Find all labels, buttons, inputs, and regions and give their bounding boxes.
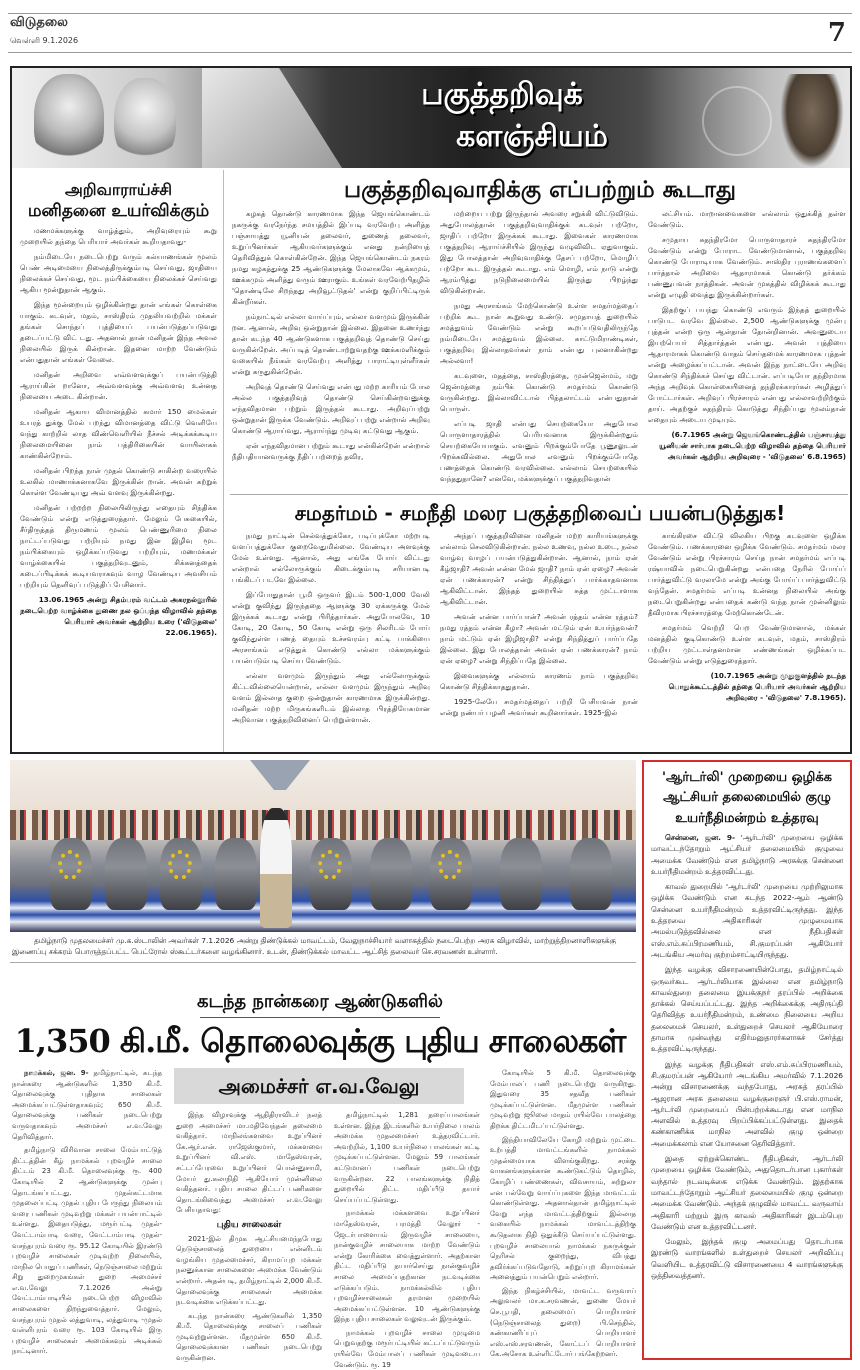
paragraph: இந்த நிகழ்ச்சியில், மாவட்ட வருவாய் அலுவலர் மா.க.சரவணன், துணை மேயர் செ.பூபதி, தலைமைப் பொறியாளர் (நெடுஞ்சாலைத் துறை) பி.செந்தில், கண்காணிப்புப் பொறியாளர் எஸ்.எஸ்.சரவணன், கோட்டப் பொறியாளர் கே.அசோக உள்ளிட்டோர் பங்கேற்றனர். bbox=[490, 1286, 636, 1359]
thinker-statue bbox=[780, 74, 844, 168]
crowd bbox=[10, 810, 636, 840]
article2-body bbox=[232, 530, 846, 750]
section-banner bbox=[12, 68, 850, 168]
minister-name-box: அமைச்சர் எ.வ.வேலு bbox=[174, 1068, 464, 1104]
paragraph: மேலும், இந்தக் குழு அமைப்பது தொடர்பாக இரண்டு வாரங்களில் உள்துறைச் செயலர் அறிவிப்பு வெளியிட உத்தரவிட்டு விசாரணையை 4 வாரங்களுக்கு ஒத்திவைத்தனர். bbox=[651, 1237, 843, 1280]
scooter bbox=[215, 838, 257, 910]
issue-date: வெள்ளி 9.1.2026 bbox=[10, 36, 79, 45]
photo-caption: தமிழ்நாடு முதலமைச்சர் மு.க.ஸ்டாலின் அவர்கள் 7.1.2026 அன்று திண்டுக்கல் மாவட்டம், வேலுநாச்சியார் வளாகத்தில் நடைபெற்ற அரசு விழாவில், மாற்றுத்திறனாளிகளுக்கு இணைப்பு சக்கரம் பொருத்தப்பட்ட பெட்ரோல் ஸ்கூட்டர்களை வழங்கினார். உடன், திண்டுக்கல் மாவட்ட ஆட்சித் தலைவர் செ.சரவணன் உள்ளார். bbox=[12, 936, 616, 956]
paragraph: இந்தியாவிலேயே கோழி மற்றும் முட்டை உற்பத்தி மாவட்டங்களில் நாமக்கல் முதன்மையாக விளங்குகிறது. சரக்கு வாகனங்களுக்கான கூண்டுகட்டும் தொழில், கோழிப் பண்ணைகள், விவசாயம், சுற்றுலா என பல்வேறு வாய்ப்புகளை இந்த மாவட்டம் கொண்டுள்ளது. அதனால்தான் தமிழ்நாட்டில் வேறு எந்த மாவட்டத்திற்கும் இல்லாத வகையில் நாமக்கல் மாவட்டத்திற்கு கூடுதலாக நிதி ஒதுக்கீடு செய்யப்பட்டுள்ளது. புறவழிச் சாலையால் நாமக்கல் நகருக்குள் நெரிசல் குறைந்து, விபத்து தவிர்க்கப்படுவதோடு, சுற்றுப்புற கிராமங்கள் அனைத்தும் பயன்பெறும் என்றார். bbox=[490, 1135, 636, 1282]
paragraph: இதை ஏற்றுக்கொண்ட நீதிபதிகள், ஆர்டர்லி முறையை ஒழிக்க வேண்டும், அதுதொடர்பான புகார்கள் வந்தால் நடவடிக்கை எடுக்க வேண்டும். இதற்காக மாவட்டந்தோறும் ஆட்சியர் தலைமையில் குழு ஒன்றை அமைக்க வேண்டும். அந்தக் குழுவில் மாவட்ட வருவாய் அதிகாரி மற்றும் இரு காவல் அதிகாரிகள் இடம்பெற வேண்டும் என உத்தரவிட்டனர். bbox=[651, 1154, 843, 1231]
paragraph: தமிழ்நாட்டில் 1,281 தரைப்பாலங்கள் உள்ளன. இந்த இடங்களில் உயர்நிலை பாலம் அமைக்க முதலமைச்சர் உத்தரவிட்டார். அவற்றில், 1,100 உயர்நிலை பாலங்கள் கட்டி முடிக்கப்பட்டுள்ளன. மேலும் 59 பாலங்கள் கட்டுமானப் பணிகள் நடைபெற்று வருகின்றன. 22 பாலங்களுக்கு நிதித் துறையில் திட்ட மதிப்பீடு தயார் செய்யப்பட்டுள்ளது. bbox=[334, 1111, 480, 1204]
scooter bbox=[500, 838, 542, 910]
paragraph: சமுதாய சுதந்திரமோ பொருளாதாரச் சுதந்திரமோ வேண்டும் என்று போராட வேண்டுமானால், பகுத்தறிவு கொண்டு போராடியாக வேண்டும். சாஸ்திர புராணங்களைப் பார்த்தால் அறிவை ஆதாரமாகக் கொண்டு தர்க்கம் பண்ணுபவன் நாத்திகன். அவன் முகத்தில் விழிக்கக் கூடாது என்று எழுதி வைத்து இருக்கின்றார்கள். bbox=[648, 235, 846, 299]
article2-source: (10.7.1965 அன்று முதுகுளத்தில் நடந்த பொதுக்கூட்டத்தில் தந்தை பெரியார் அவர்கள் ஆற்றிய அறிவுரை - 'விடுதலை' 7.8.1965). bbox=[668, 671, 846, 702]
atheism-symbol-icon bbox=[702, 86, 772, 156]
roads-subhead: புதிய சாலைகள் bbox=[216, 1219, 282, 1230]
paragraph: கடந்த நான்கரை ஆண்டுகளில் 1,350 கி.மீ. தொலைவுக்கு சாலைப் பணிகள் முடிவுற்றுள்ளன. மீதமுள்ள 650 கி.மீ. தொலைவுக்கான பணிகள் நடைபெற்று வருகின்றன. bbox=[176, 1311, 322, 1363]
article1-title: பகுத்தறிவுவாதிக்கு எப்பற்றும் கூடாது bbox=[344, 177, 736, 203]
paragraph: நாமக்கல் புறவழிச் சாலை முழுமை பெறுவதற்கு மரூர்பட்டியில் கட்டப்பட்டுவரும் ரயில்வே மேம்பாலப் பணிகள் முடிவடைய வேண்டும். ரூ. 19 bbox=[334, 1328, 480, 1369]
caption-divider bbox=[10, 962, 636, 963]
banner-title-line2: களஞ்சியம் bbox=[456, 119, 608, 154]
left-article-body bbox=[20, 225, 217, 590]
paragraph: அவன் என்ன பார்ப்பான்? அவன் ரத்தம் என்ன ரத்தம்? நமது ரத்தம் என்ன கீழா? அவன் மட்டும் ஏன் உயர்ந்தவன்? நாம் மட்டும் ஏன் இழிஜாதி? என்று சிந்தித்துப் பார்ப்பதே இல்லை. இது போலத்தான் அவன் ஏன் பணக்காரன்? நாம் ஏன் ஏழை? என்று சிந்திப்பதே இல்லை. bbox=[440, 612, 638, 665]
paragraph: அறிவுத் தொண்டு செய்வது என்பது மற்ற காரியம் போல அல்ல பகுத்தறிவுத் தொண்டு செய்கின்றவனுக்கு எந்தவிதமான பற்றும் இருத்தல் கூடாது. அறிவுப்பற்று ஒன்றுதான் இருக்க வேண்டும். அறிவுப் பற்று என்றால் அறிவு கொண்டு ஆராய்வது, ஆராய்ந்து முடிவு கட்டுவது ஆகும். bbox=[232, 382, 430, 435]
paragraph: கோடியில் 5 கி.மீ. தொலைவுக்கு மேம்பாலப் பணி நடைபெற்று வருகிறது. இதுவரை 35 சதவீத பணிகள் முடிக்கப்பட்டுள்ளன. மீதமுள்ள பணிகள் முடிவுற்று ஜூலை மாதம் ரயில்வே பாலத்தை திறக்க திட்டமிடப்பட்டுள்ளது. bbox=[490, 1069, 636, 1130]
header-rule-bottom bbox=[8, 52, 852, 53]
paragraph: அந்தப் பகுத்தறிவினை மனிதன் மற்ற காரியங்களுக்கு எல்லாம் செலவிடுகின்றான். நல்ல உணவு, நல்ல உடை, நல்ல வாழ்வு வாழப் பயன்படுத்துகின்றான். ஆனால், நாம் ஏன் கீழ்ஜாதி? அவன் என்ன மேல் ஜாதி? நாம் ஏன் ஏழை? அவன் ஏன் பணக்காரன்? என்று சிந்தித்துப் பார்க்காதவனாக ஆகிவிட்டான். இந்தத் துறையில் சுத்த முட்டாளாக ஆகிவிட்டான். bbox=[440, 531, 638, 606]
paragraph: மனிதன் ஆகாய விமானத்தில் சுமார் 150 மைல்கள் உயரத் துக்கு மேல் பறந்து விமானத்தை விட்டு வெளியே வந்து காற்றில் லாத விண்வெளியில் நீச்சல் அடிக்கக்கூடிய நிலைமையினை நாம் பத்திரிகையின் வாயிலாகக் காண்கின்றோம். bbox=[20, 407, 217, 460]
garland bbox=[58, 850, 82, 880]
paragraph: 2021-இல் திமுக ஆட்சியமைந்தபோது நெடுஞ்சாலைத் துறையை என்னிடம் வழங்கிய முதலமைச்சர், கிராமப்புற மக்கள் நலனுக்கான சாலைகளை அமைக்க வேண்டும் என்றார். அதன்படி, தமிழ்நாட்டில் 2,000 கி.மீ. தொலைவுக்கு சாலைகள் அமைக்க நடவடிக்கை எடுக்கப்பட்டது. bbox=[176, 1234, 322, 1307]
left-article-source: 13.06.1965 அன்று சிதம்பரம் வட்டம் அகரநல்லூரில் நடைபெற்ற வாழ்க்கை துணை நல ஒப்பந்த விழாவில் தந்தை பெரியார் அவர்கள் ஆற்றிய உரை ('விடுதலை' 22.06.1965). bbox=[20, 595, 217, 637]
roads-dateline: நாமக்கல், ஜன. 9- bbox=[24, 1069, 89, 1077]
paragraph: கடவுளை, மதத்தை, சாஸ்திரத்தை, முன்ஜென்மம், மறு ஜென்மத்தை நம்பிக் கொண்டு சமதர்மம் கொண்டு வருகின்றது. இல்லாவிட்டால் பித்தலாட்டம் என்பதுதான் பொருள். bbox=[440, 371, 638, 413]
paragraph: இப்போதுதான் பூமி ஒருவர் இடம் 500-1,000 வேலி என்று குவிந்து இருந்ததை ஆளுக்கு 30 ஏக்கருக்கு மேல் இருக்கக் கூடாது என்று பிரித்தார்கள். அதுபோலவே, 10 கோடி, 20 கோடி, 50 கோடி என்று ஒரு சிலரிடம் போய் குவிந்துள்ள பணத் தையும் உச்சவரம்பு கட்டி பாக்கியை அரசாங்கம் எடுத்துக் கொண்டு எல்லா மக்களுக்கும் பயன்படும்படி செய்ய வேண்டும். bbox=[232, 590, 430, 665]
banner-title-line1: பகுத்தறிவுக் bbox=[421, 77, 583, 112]
article1-column bbox=[440, 208, 638, 492]
garland bbox=[318, 850, 342, 880]
high-court-news-box bbox=[642, 760, 852, 1360]
roads-column-1 bbox=[12, 1068, 162, 1364]
masthead: விடுதலை bbox=[10, 15, 68, 30]
scooter bbox=[370, 838, 412, 910]
garland bbox=[438, 850, 462, 880]
event-photo bbox=[10, 760, 636, 932]
paragraph: கழகத் தொண்டு காரணமாக இந்த ஜெயங்கொண்டம் நகருக்கு வரநேர்ந்த சமயத்தில் இப்படி வரவேற்பு அளித்த பஞ்சாயத்து யூனியன் தலைவர், துணைத் தலைவர், உறுப்பினர்கள் ஆகியவர்களுக்கும் எனது நன்றியைத் தெரிவித்துக் கொள்கின்றேன். இந்த ஜெயங்கொண்டம் நகரம் நமது கழகத்துக்கு 25 ஆண்டுகளுக்கு மேலாகவே ஆக்கமும், ஊக்கமும் அளித்து வரும் ஊராகும். உங்கள் வரவேற்பிதழில் 'தொண்டிலே சிறந்தது அறிவூட்டுதல்' என்று குறிப்பிட்டிருக் கின்றீர்கள். bbox=[232, 209, 430, 306]
banner-title bbox=[312, 74, 692, 158]
paragraph: இந்த வழக்கு விசாரணையின்போது, தமிழ்நாட்டில் ஒருவர்கூட ஆர்டர்லியாக இல்லை என தமிழ்நாடு காவல்துறை தலைமை இயக்குநர் தரப்பில் அறிக்கை தாக்கல் செய்யப்பட்டது. இந்த அறிக்கைக்கு அதிருப்தி தெரிவித்த உயர்நீதிமன்றம், உண்மை நிலையை அறிய தலைமைச் செயலர், உள்துறைச் செயலர் ஆகியோரை தாமாக முன்வந்து எதிர்மனுதாரர்களாகச் சேர்த்து உத்தரவிட்டிருந்தது. bbox=[651, 965, 843, 1054]
paragraph: சமதர்மம் வெற்றி பெற வேண்டுமானால், மக்கள் மனத்தில் குடிகொண்டு உள்ள கடவுள், மதம், சாஸ்திரம் பற்றிய முட்டாள்தனமான எண்ணங்கள் ஒழிக்கப்பட வேண்டும் என்று எடுத்துரைத்தார். bbox=[648, 623, 846, 665]
left-article bbox=[12, 170, 224, 752]
paragraph: இந்த வழக்கு நீதிபதிகள் எஸ்.எம்.சுப்பிரமணியம், சி.குமரப்பன் ஆகியோர் அடங்கிய அமர்வில் 7.1.2026 அன்று விசாரணைக்கு வந்தபோது, அரசுத் தரப்பில் ஆஜரான அரசு தலைமை வழக்குரைஞர் பி.எஸ்.ராமன், ஆர்டர்லி முறையைப் பின்பற்றக்கூடாது என மாநில அளவில் உத்தரவு பிறப்பிக்கப்பட்டுள்ளது. இதைக் கண்காணிக்க மாநில அளவில் குழு ஒன்றை அமைக்கலாம் என யோசனை தெரிவித்தார். bbox=[651, 1059, 843, 1148]
article2-column bbox=[648, 530, 846, 750]
garland bbox=[168, 850, 192, 880]
article2-column bbox=[440, 530, 638, 750]
paragraph: நாமக்கல் மக்களவை உறுப்பினர் மாதேஸ்வரன், பரமத்தி வேலூர் - ஜேடர்பாளையம் இருவழிச் சாலையை, நான்குவழிச் சாலையாக மாற்ற வேண்டும் என்று கோரிக்கை வைத்துள்ளார். அதற்கான திட்ட மதிப்பீடு தயார்செய்து நான்குவழிச் சாலை அமைப்பதற்கான நடவடிக்கை எடுக்கப்படும். நாமக்கல்லில் புதிய புறவழிச்சாலைகள் தரமான முறையில் அமைக்கப்பட்டுள்ளன. 10 ஆண்டுகளுக்கு இந்த புதிய சாலைகள் வலுவுடன் இருக்கும். bbox=[334, 1209, 480, 1324]
paragraph: மனிதன் பற்றற்ற நிலையிலிருந்து எதையும் சிந்திக்க வேண்டும் என்று எடுத்துரைத்தார். மேலும் பேசுகையில், சீர்திருத்தத் திருமணம் மூலம் பெண்ணுரிமை நிலை நாட்டப்படுவது பற்றியும் நமது இன இழிவு மூட நம்பிக்கையும் ஒழிக்கப்படுவது பற்றியும், மணமக்கள் வாழ்க்கையில் பகுத்தறிவுடனும், சிக்கனத்தைக் கடைப்பிடிக்கக் கூடியவராகவும் வாழ வேண்டிய அவசியம் பற்றியும் தெளிவுப் படுத்திப் பேசினார். bbox=[20, 503, 217, 589]
left-article-title-line1: அறிவாராய்ச்சி bbox=[65, 180, 172, 199]
paragraph: இவைகளுக்கு எல்லாம் காரணம் நாம் பகுத்தறிவு கொண்டு சிந்திக்காததுதான். bbox=[440, 671, 638, 691]
roads-column-4 bbox=[490, 1068, 636, 1364]
paragraph: இந்த மூன்றையும் ஒழிக்கின்றது தான் எங்கள் கொள்கை யாகும். கடவுள், மதம், சாஸ்திரம் முதலியவற்றில் மக்கள் தங்கள் சொந்தப் புத்தியைப் பயன்படுத்தப்படுவது தடைப்பட்டு விட் டது. அதனால் தான் மனிதன் இந்த அவல நிலையில் இருக் கின்றான். இதனை மாற்ற வேண்டும் என்பதுதான் எங்கள் வேலை. bbox=[20, 300, 217, 364]
paragraph: நமது நாட்டின் செல்வத்துக்கோ, படிப்புக்கோ மற்றபடி வளப்பத்துக்கோ குறைவேதுமில்லை. வேண்டிய அளவுக்கு மேல் உள்ளது. ஆனால், அது எங்கே போய் விட்டது என்றால் எல்லோருக்கும் கிடைக்கும்படி சரியானபடி பங்கிடப் படவே இல்லை. bbox=[232, 531, 430, 584]
scooter bbox=[570, 838, 612, 910]
paragraph: தமிழ்நாடு விரிவான சாலை மேம்பாட்டுத் திட்டத்தின் கீழ் நாமக்கல் புறவழிச் சாலை திட்டம் 23 கி.மீ. தொலைவுக்கு ரூ. 400 கோடியில் 2 ஆண்டுகளுக்கு முன்பு தொடங்கப்பட்டது. முதல்கட்டமாக முதலைப்பட்டி முதல் புதிய பேருந்து நிலையம் வரை பணிகள் முடிவுற்று மக்கள் பயன்பாட்டில் உள்ளது. இதையடுத்து, மரூர்பட்டி முதல்- வேட்டாம்பாடி வரை, வேட்டாம்பாடி முதல்- வசந்தபுரம் வரை ரூ. 95.12 கோடியில் இரண்டு புறவழிச் சாலைகள் முடிவுற்ற நிலையில், மாநில பொதுப் பணிகள், நெடுஞ்சாலை மற்றும் சிறு துறைமுகங்கள் துறை அமைச்சர் எ.வ.வேலு 7.1.2026 அன்று வேட்டாம்பாடியில் நடைபெற்ற விழாவில் சாலைகளை திறந்துவைத்தார். மேலும், வசந்தபுரம் முதல் லத்துவாடி, லத்துவாடி -முதல் வள்ளிபுரம் வரை ரூ. 103 கோடியில் இரு புறவழிச் சாலைகள் அமைக்கவும் அடிக்கல் நாட்டினார். bbox=[12, 1146, 162, 1356]
kicker-underline bbox=[200, 1017, 440, 1018]
paragraph: காங்கிரசை விட்டு விலகிய பிறகு கடவுளை ஒழிக்க வேண்டும். பணக்காரனை ஒழிக்க வேண்டும். சமதர்மம் மலர வேண்டும் என்று பிரச்சாரம் செய்த நான் சமதர்மம் எப்படி ரஷ்யாவில் நடைபெறுகின்றது என்பதை நேரில் போய்ப் பார்த்துவிட்டு வரலாமே என்று அங்கு போய்ப் பார்த்துவிட்டு வந்தேன். சமதர்மம் எப்படி உன்னத நிலையில் அங்கு நடைபெறுகின்றது என்பதைக் கண்டு வந்த நான் முன்னிலும் தீவிரமாக பிரச்சாரத்தை மேற்கொண்டேன். bbox=[648, 531, 846, 617]
redbox-title-line2: ஆட்சியர் தலைமையில் குழு bbox=[663, 790, 831, 805]
roads-column-2 bbox=[176, 1110, 322, 1364]
paragraph: இதற்குப் பயந்து கொண்டு எவரும் இந்தத் துறையில் பாடுபட வரவே இல்லை. 2,500 ஆண்டுகளுக்கு முன்பு புத்தன் என்ற ஒரு ஆள்தான் தோன்றினான். அவனுடைய இயற்பெயர் சித்தார்த்தன் என்பது. அவன் புத்தியை ஆதாரமாகக் கொண்டு வாதம் செய்தமைக் காரணமாக புத்தன் என்று அழைக்கப்பட்டான். அவன் இந்த நாட்டையே அறிவு கொண்டு சிந்திக்கச் செய்து விட்டான். எப்படியோ தந்திரமாக அந்த அறிவுக் கொள்கையினைத் தந்திரக்காரர்கள் அழித்துப் போட்டார்கள். அறிவுப் பிரச்சாரம் என்பது எல்லாவற்றிற்கும் தாய். அதற்குச் சுதந்திரம் கொடுத்து சிந்திப்பது மூலம்தான் எதையும் அடைய முடியும். bbox=[648, 305, 846, 424]
paragraph: மனிதன் அறிவை எவ்வளவுக்குப் பயன்படுத்தி ஆராய்கின் றானோ, அவ்வளவுக்கு அவ்வளவு உன்னத நிலையை அடை கின்றான். bbox=[20, 370, 217, 401]
paragraph: மணமக்களுக்கு வாழ்த்தும், அறிவுரையும் கூறு முறையில் தந்தை பெரியார் அவர்கள் கூறியதாவது- bbox=[20, 226, 217, 246]
article2-title: சமதர்மம் - சமநீதி மலர பகுத்தறிவைப் பயன்படுத்துக! bbox=[294, 501, 786, 525]
article1-body bbox=[232, 208, 846, 492]
paragraph: எப்படி ஜாதி என்பது செயற்கையோ அதுபோல பொருளாதாரத்தில் பெரியவனாக இருக்கின்றதும் செயற்கையேயாகும். எவனும் பிறக்கும்போதே பூணூலுடன் பிறக்கவில்லை. அதுபோல எவனும் பிறக்கும்போதே பணத்தைக் கொண்டு வரவில்லை. எல்லாம் செயற்கையில் வந்ததுதானே? எனவே, மக்களுக்குப் பகுத்தறிவுதான் bbox=[440, 419, 638, 483]
article1-column bbox=[232, 208, 430, 492]
header-rule-top bbox=[8, 13, 852, 14]
section-divider bbox=[230, 494, 848, 495]
paragraph: நமது அரசாங்கம் மேற்கொண்டு உள்ள சமதர்மத்தைப் பற்றிக் கூட நான் கூறுவது உண்டு. சமுதாயத் துறையில் சமத்துவம் வேண்டும் என்று கூறப்படுவதிலிருந்தே நம்மிடையே சமத்துவம் இல்லை. காட்டுமிராண்டிகள், பகுத்தறிவு இல்லாதவர்கள் நாம் என்பது புலனாகின்றது அல்லவா! bbox=[440, 301, 638, 365]
roads-kicker: கடந்த நான்கரை ஆண்டுகளில் bbox=[197, 991, 443, 1012]
periyar-portrait bbox=[34, 74, 104, 166]
paragraph-lead: 'ஆர்டர்லி' முறையை ஒழிக்க மாவட்டந்தோறும் ஆட்சியர் தலைமையில் குழுவை அமைக்க வேண்டும் என தமிழ்நாடு அரசுக்கு சென்னை உயர்நீதிமன்றம் உத்தரவிட்டது. bbox=[651, 833, 843, 876]
page-number: 7 bbox=[827, 18, 846, 48]
redbox-dateline: சென்னை, ஜன. 9- bbox=[665, 833, 736, 842]
paragraph-lead: தமிழ்நாட்டில், கடந்த நான்கரை ஆண்டுகளில் 1,350 கி.மீ. தொலைவுக்கு புதிதாக சாலைகள் அமைக்கப்பட்டுள்ளதாகவும்; 650 கி.மீ. தொலைவுக்கு பணிகள் நடைபெற்று வருவதாகவும் அமைச்சர் எ.வ.வேலு தெரிவித்தார். bbox=[12, 1069, 162, 1141]
article1-column bbox=[648, 208, 846, 492]
paragraph: நம்நாட்டில் எல்லா வாய்ப்பும், எல்லா வளமும் இருக்கின் றன. ஆனால், அறிவு ஒன்றுதான் இல்லை. இதனை உணர்ந்து தான் கடந்த 40 ஆண்டுகளாக பகுத்தறிவுத் தொண்டு செய்து வருகின்றேன். அப்படித் தொண்டாற்றுவதற்கு ஊக்கமளிக்கும் வகையில் நீங்கள் வரவேற்பு அளித்து பாராட்டியுள்ளீர்கள் என்று கருதுகின்றேன். bbox=[232, 312, 430, 376]
article1-source: (6.7.1965 அன்று ஜெயங்கொண்டத்தில் பஞ்சாயத்து யூனியன் சார்பாக நடைபெற்ற விழாவில் தந்தை பெரியார் அவர்கள் ஆற்றிய அறிவுரை - 'விடுதலை' 6.8.1965) bbox=[659, 430, 846, 461]
paragraph: எல்லா வளமும் இருந்தும் அது எல்லோருக்கும் கிட்டவில்லையென்றால், எல்லா வளமும் இருந்தும் அறிவு வளம் இல்லாத குறை ஒன்றுதான் காரணமாக இருக்கின்றது. மனிதன் மற்ற மிருகங்களிடம் இல்லாத பிரத்தியேகமான அறிவான பகுத்தறிவினைப் பெற்றுள்ளான். bbox=[232, 671, 430, 724]
paragraph: மனிதன் பிறந்த நாள் முதல் கொண்டு சாகின்ற வரையில் உலகில் மாணாக்கனாகவே இருக்கின் றான். அவன் கற்றுக் கொள்ள வேண்டியது அவ் வளவு இருக்கின்றது. bbox=[20, 466, 217, 497]
redbox-body bbox=[651, 832, 843, 1281]
paragraph: ஏன் எந்தவிதமான பற்றும் கூடாது என்கின்றேன் என்றால் நீதிபதியானவருக்கு நீதிப் பற்றைத் தவிர, bbox=[232, 441, 430, 461]
article2-column bbox=[232, 530, 430, 750]
roads-headline: 1,350 கி.மீ. தொலைவுக்கு புதிய சாலைகள் bbox=[14, 1022, 626, 1060]
paragraph: மற்றைய பற்று இருந்தால் அவரை சறுக்கி விட்டுவிடும். அதுபோலத்தான் பகுத்தறிவுவாதிக்குக் கடவுள் பற்றோ, ஜாதிப் பற்றோ இருக்கக் கூடாது. இவைகள் காரணமாக பகுத்தறிவு ஆராய்ச்சியில் இருந்து வழுவிவிட ஏதுவாகும். இது போலத்தான் அறிவுவாதிக்கு தேசப் பற்றோ, மொழிப் பற்றோ கூட இருத்தல் கூடாது. எம் மொழி, எம் நாடு என்று ஆரம்பித்து நடுநிலைமையில் இருந்து பிறழ்ந்து விடுகின்றான். bbox=[440, 209, 638, 295]
redbox-title-line1: 'ஆர்டர்லி' முறையை ஒழிக்க bbox=[662, 770, 832, 785]
tent-canopy bbox=[250, 760, 310, 790]
paragraph: லட்சியம். மாறானவைகளை எல்லாம் ஒதுக்கித் தள்ள வேண்டும். bbox=[648, 209, 846, 229]
chief-minister-figure bbox=[260, 808, 292, 928]
roads-column-3 bbox=[334, 1110, 480, 1369]
roads-article-body bbox=[12, 1068, 636, 1369]
paragraph: இந்த விழாவுக்கு ஆதிதிராவிடர் நலத் துறை அமைச்சர் மா.மதிவேந்தன் தலைமை வகித்தார். மாநிலங்களவை உறுப்பினர் கே.ஆர்.என். ராஜேஸ்குமார், மக்களவை உறுப்பினர் வி.எஸ். மாதேஸ்வரன், சட்டப்பேரவை உறுப்பினர் பொன்னுசாமி, மேயர் து.கலாநிதி ஆகியோர் முன்னிலை வகித்தனர். புதிய சாலை திட்டப் பணிகளை தொடங்கிவைத்து அமைச்சர் எ.வ.வேலு பேசியதாவது: bbox=[176, 1111, 322, 1215]
scooter bbox=[105, 838, 147, 910]
left-article-title-line2: மனிதனை உயர்விக்கும் bbox=[27, 201, 210, 221]
paragraph: 1925-லேயே சமதர்மத்தைப் பற்றி பேசியவன் நான் என்று நண்பர் பழனி அவர்கள் கூறினார்கள். 1925-இல் bbox=[440, 697, 638, 717]
paragraph: காவல் துறையில் 'ஆர்டர்லி' முறையை முற்றிலுமாக ஒழிக்க வேண்டும் என கடந்த 2022-ஆம் ஆண்டு சென்னை உயர்நீதிமன்றம் உத்தரவிட்டிருந்தது. இந்த உத்தரவை அதிகாரிகள் முழுமையாக அமல்படுத்தவில்லை என நீதிபதிகள் எஸ்.எம்.சுப்பிரமணியம், சி.குமரப்பன் ஆகியோர் அடங்கிய அமர்வு குற்றம்சாட்டியிருந்தது. bbox=[651, 882, 843, 959]
darwin-portrait bbox=[114, 78, 176, 166]
paragraph: நம்மிடையே நடைபெற்று வரும் கல்யாணங்கள் மூலம் பெண் அடிமையை நிலைத்திருக்கும்படி செய்வது, ஜாதியை நிலைக்கச் செய்வது, மூட நம்பிக்கையை நிலைக்கச் செய்வது ஆகிய மூன்றுதான் ஆகும். bbox=[20, 252, 217, 294]
redbox-title-line3: உயர்நீதிமன்றம் உத்தரவு bbox=[675, 811, 819, 826]
